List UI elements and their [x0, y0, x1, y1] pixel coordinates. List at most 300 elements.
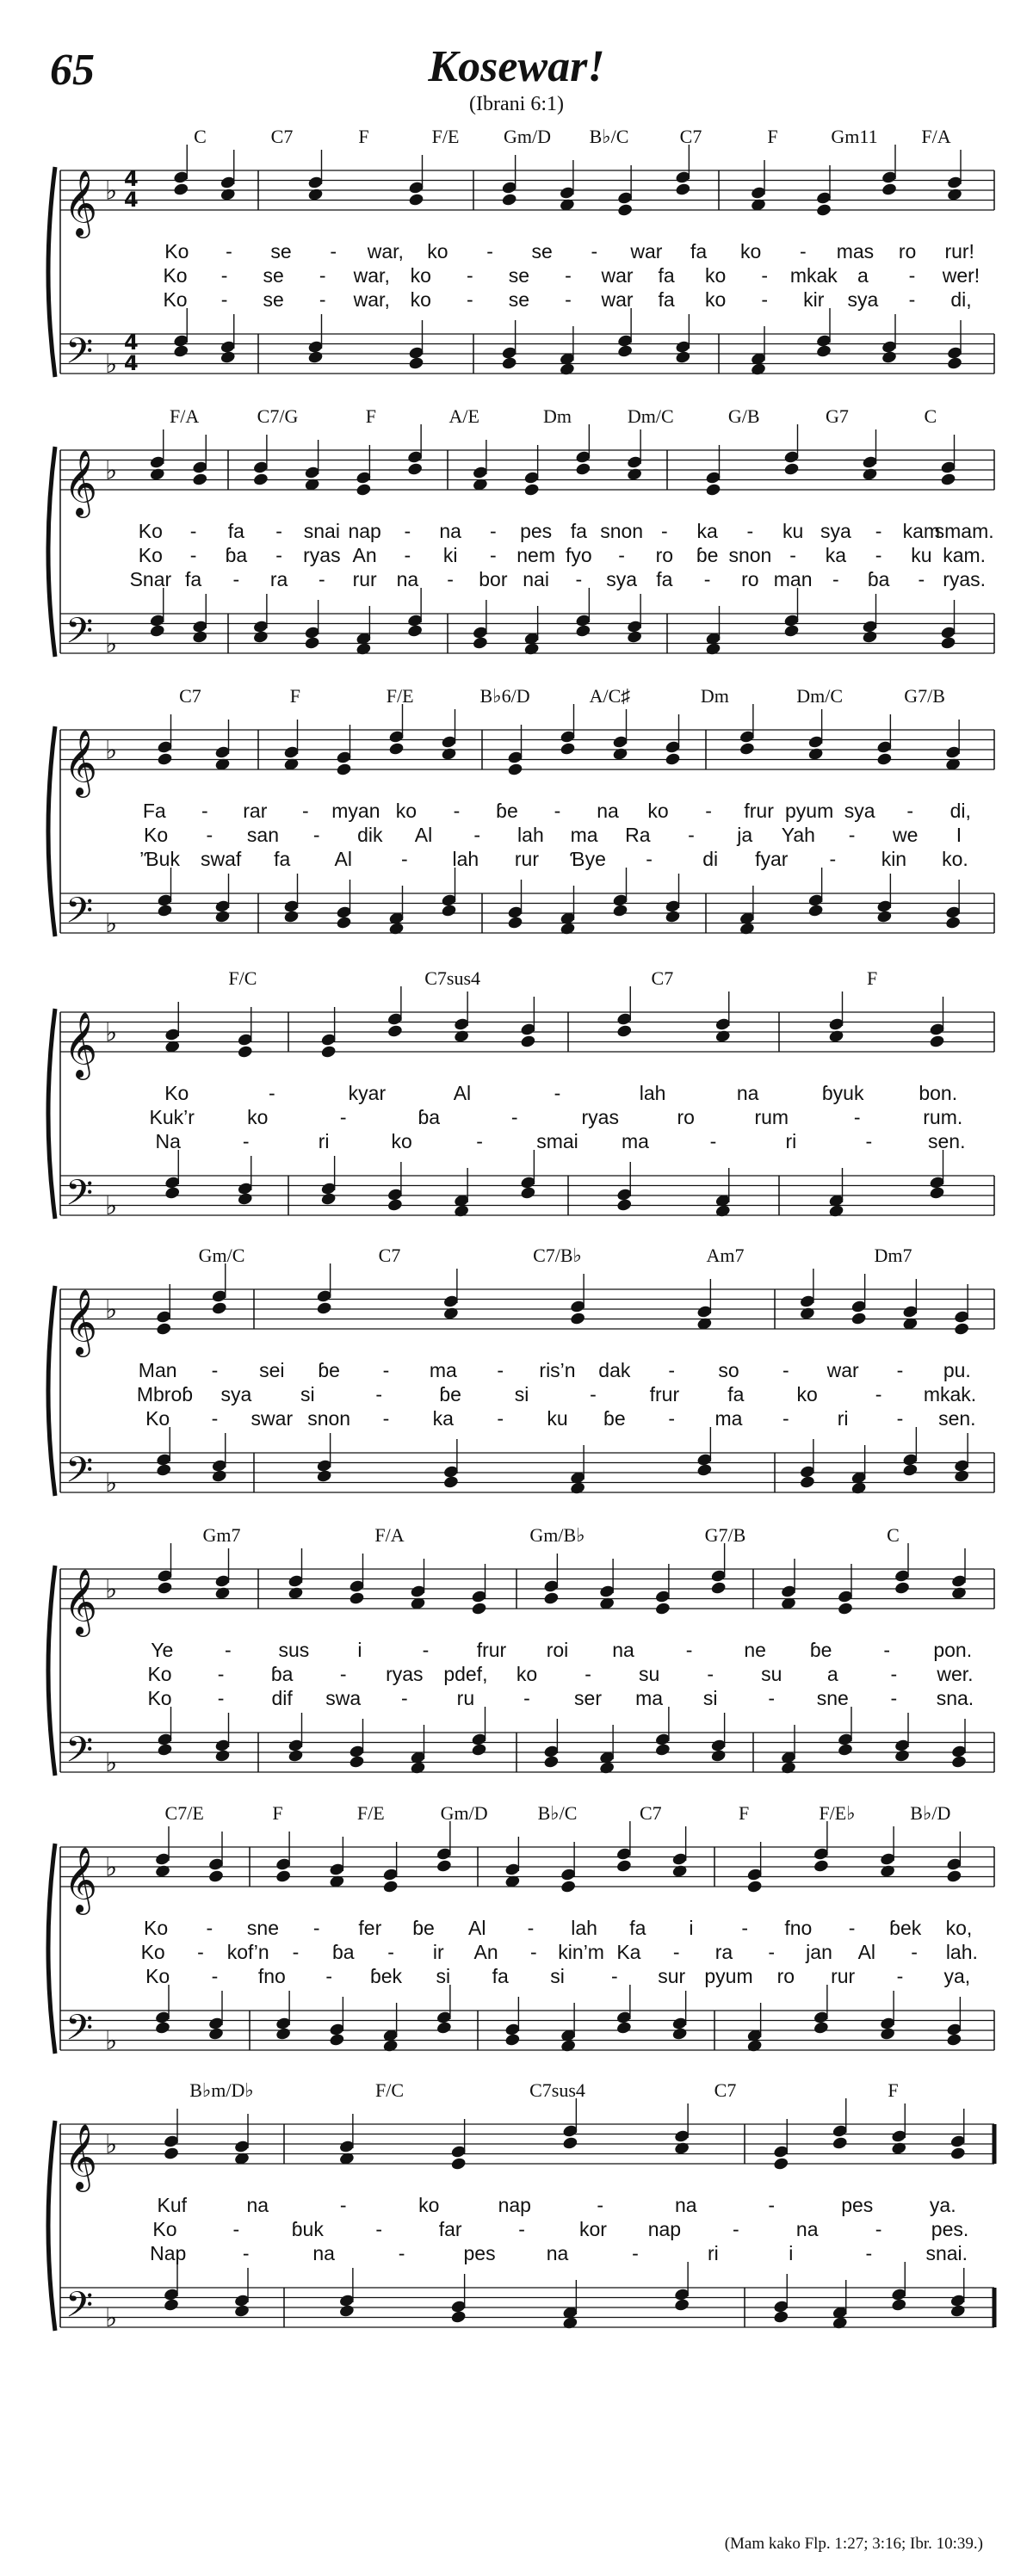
note-head: [560, 1880, 577, 1894]
lyric-syllable: sur: [658, 1965, 686, 1987]
lyric-syllable: -: [590, 1383, 597, 1405]
lyric-syllable: na: [312, 2242, 335, 2264]
lyric-syllable: -: [325, 1965, 333, 1987]
lyric-syllable: -: [661, 520, 668, 542]
lyric-syllable: ko: [796, 1383, 818, 1405]
lyric-syllable: si: [514, 1383, 529, 1405]
lyric-syllable: -: [848, 1917, 856, 1939]
lyric-syllable: ko: [647, 800, 669, 822]
lyric-syllable: sya: [847, 288, 879, 311]
lyric-syllable: sen.: [928, 1130, 966, 1152]
lyric-syllable: ɓuk: [291, 2218, 324, 2240]
key-flat: ♭: [105, 2302, 118, 2333]
lyric-syllable: -: [707, 1663, 714, 1685]
chord-symbol: C7: [179, 685, 201, 707]
lyric-syllable: roi: [546, 1639, 569, 1661]
lyric-syllable: -: [883, 1639, 891, 1661]
lyric-syllable: ma: [635, 1687, 664, 1709]
lyric-syllable: Fa: [142, 800, 166, 822]
note-head: [543, 1755, 560, 1770]
lyric-syllable: sya: [820, 520, 851, 542]
lyric-syllable: kof’n: [226, 1941, 269, 1963]
lyric-syllable: smam.: [934, 520, 994, 542]
chord-symbol: C7: [639, 1802, 662, 1824]
lyric-syllable: kir: [803, 288, 825, 311]
chord-symbol: Dm7: [874, 1245, 912, 1266]
lyric-syllable: Ra: [625, 824, 651, 846]
note-head: [675, 182, 691, 197]
lyric-syllable: ka: [825, 544, 847, 566]
lyric-syllable: sya: [220, 1383, 252, 1405]
lyric-syllable: -: [476, 1130, 483, 1152]
note-head: [163, 2147, 179, 2161]
lyric-syllable: -: [672, 1941, 680, 1963]
lyric-syllable: -: [467, 288, 473, 311]
lyric-syllable: -: [217, 1663, 225, 1685]
note-head: [388, 742, 405, 757]
lyric-syllable: fyo: [566, 544, 592, 566]
note-head: [471, 1602, 487, 1616]
chord-symbol: C7/E: [164, 1802, 204, 1824]
note-head: [387, 1198, 403, 1213]
note-head: [408, 193, 424, 207]
lyric-syllable: pes: [841, 2194, 874, 2216]
music-system: [0, 2079, 1033, 2358]
lyric-syllable: ɓek: [889, 1917, 922, 1939]
lyric-syllable: -: [518, 2218, 525, 2240]
lyric-syllable: Ko: [164, 1082, 189, 1104]
lyric-syllable: -: [575, 568, 583, 590]
note-head: [894, 1581, 910, 1596]
lyric-syllable: Ko: [163, 288, 188, 311]
lyric-syllable: se: [263, 288, 284, 311]
music-system: [0, 405, 1033, 684]
note-head: [783, 624, 800, 639]
lyric-syllable: Ɓye: [570, 848, 606, 870]
note-head: [940, 636, 956, 651]
lyric-syllable: -: [275, 544, 282, 566]
lyric-syllable: -: [220, 264, 228, 287]
lyric-syllable: fa: [227, 520, 244, 542]
lyric-syllable: sya: [844, 800, 875, 822]
lyric-syllable: fer: [358, 1917, 382, 1939]
note-head: [710, 1749, 727, 1764]
lyric-syllable: -: [896, 1965, 904, 1987]
lyric-syllable: nai: [523, 568, 549, 590]
key-flat: ♭: [105, 1017, 118, 1048]
lyric-syllable: fno: [784, 1917, 813, 1939]
lyric-syllable: swa: [325, 1687, 362, 1709]
lyric-syllable: ɓe: [603, 1407, 626, 1430]
lyric-syllable: -: [890, 1663, 898, 1685]
lyric-syllable: -: [853, 1106, 861, 1128]
note-head: [520, 1035, 536, 1049]
note-head: [815, 344, 832, 359]
chord-symbol: G7: [826, 405, 849, 427]
lyric-syllable: -: [761, 288, 769, 311]
chord-symbol: B♭m/D♭: [189, 2079, 254, 2101]
lyric-syllable: se: [531, 240, 553, 263]
lyric-syllable: -: [741, 1917, 748, 1939]
lyric-syllable: -: [782, 1407, 789, 1430]
note-head: [616, 1198, 633, 1213]
lyric-syllable: -: [201, 800, 208, 822]
note-head: [316, 1469, 332, 1484]
note-head: [665, 910, 681, 924]
lyric-syllable: pdef,: [443, 1663, 488, 1685]
lyric-syllable: -: [473, 824, 481, 846]
lyric-syllable: I: [956, 824, 962, 846]
lyric-syllable: na: [546, 2242, 569, 2264]
note-head: [192, 630, 208, 645]
lyric-syllable: Al: [467, 1917, 486, 1939]
lyric-syllable: ko: [740, 240, 762, 263]
lyric-syllable: war: [601, 288, 634, 311]
lyric-syllable: sei: [259, 1359, 285, 1381]
note-head: [946, 2033, 962, 2048]
lyric-syllable: si: [436, 1965, 451, 1987]
note-head: [575, 624, 591, 639]
lyric-syllable: -: [908, 264, 916, 287]
lyric-syllable: ’Ɓuk: [139, 848, 180, 870]
note-head: [813, 1859, 829, 1874]
note-head: [654, 1743, 671, 1757]
note-head: [881, 182, 897, 197]
note-head: [288, 1749, 304, 1764]
lyric-syllable: ro: [677, 1106, 695, 1128]
lyric-syllable: lah: [639, 1082, 666, 1104]
lyric-syllable: di,: [949, 800, 971, 822]
lyric-syllable: pyum: [704, 1965, 753, 1987]
lyric-syllable: -: [404, 520, 411, 542]
lyric-syllable: snai.: [925, 2242, 968, 2264]
lyric-syllable: se: [508, 264, 530, 287]
lyric-syllable: ku: [782, 520, 804, 542]
note-head: [436, 2021, 452, 2035]
note-head: [252, 630, 269, 645]
note-head: [876, 910, 893, 924]
treble-clef: 𝄞: [64, 449, 98, 516]
lyric-syllable: Ko: [145, 1965, 170, 1987]
note-head: [320, 1045, 337, 1059]
chord-symbol: B♭/C: [589, 126, 629, 147]
note-head: [450, 2157, 467, 2171]
note-head: [950, 1755, 967, 1770]
key-flat: ♭: [105, 1574, 118, 1605]
lyric-syllable: -: [339, 1106, 347, 1128]
system-brace: [48, 1566, 55, 1776]
note-head: [560, 742, 576, 757]
lyric-syllable: nap: [348, 520, 381, 542]
lyric-syllable: ri: [318, 1130, 330, 1152]
lyric-syllable: ir: [432, 1941, 444, 1963]
lyric-syllable: Snar: [129, 568, 172, 590]
lyric-syllable: lah: [452, 848, 479, 870]
time-signature: 4: [124, 167, 139, 191]
chord-symbol: F/A: [170, 405, 200, 427]
note-head: [275, 2027, 292, 2042]
time-signature: 4: [124, 330, 139, 355]
key-flat: ♭: [105, 735, 118, 766]
lyric-syllable: Ko: [144, 1917, 169, 1939]
lyric-syllable: swar: [251, 1407, 294, 1430]
note-head: [192, 473, 208, 487]
note-head: [617, 203, 634, 218]
lyric-syllable: -: [497, 1407, 504, 1430]
lyric-syllable: we: [893, 824, 919, 846]
lyric-syllable: Na: [155, 1130, 181, 1152]
lyric-syllable: di,: [950, 288, 972, 311]
note-head: [746, 1880, 763, 1894]
lyric-syllable: Ko: [147, 1663, 172, 1685]
lyric-syllable: -: [292, 1941, 300, 1963]
note-head: [320, 1192, 337, 1207]
bass-clef: 𝄢: [65, 330, 94, 380]
lyric-syllable: pon.: [933, 1639, 973, 1661]
chord-symbol: C7sus4: [424, 967, 481, 989]
note-head: [338, 2304, 355, 2319]
lyric-syllable: -: [197, 1941, 204, 1963]
lyric-syllable: pyum: [785, 800, 834, 822]
note-head: [654, 1602, 671, 1616]
lyric-syllable: -: [865, 1130, 873, 1152]
note-head: [304, 636, 320, 651]
lyric-syllable: Ka: [616, 1941, 641, 1963]
lyric-syllable: -: [339, 2194, 347, 2216]
lyric-syllable: -: [709, 1130, 717, 1152]
lyric-syllable: -: [312, 1917, 320, 1939]
note-head: [336, 763, 352, 777]
lyric-syllable: sna.: [936, 1687, 974, 1709]
lyric-syllable: fa: [185, 568, 202, 590]
lyric-syllable: frur: [649, 1383, 680, 1405]
lyric-syllable: -: [688, 824, 695, 846]
note-head: [382, 1880, 399, 1894]
music-system: [0, 1245, 1033, 1523]
chord-symbol: B♭/C: [537, 1802, 578, 1824]
lyric-syllable: -: [400, 848, 408, 870]
lyric-syllable: ryas: [581, 1106, 619, 1128]
note-head: [349, 1755, 365, 1770]
lyric-syllable: snai: [303, 520, 340, 542]
lyric-syllable: Ko: [152, 2218, 177, 2240]
lyric-syllable: kor: [578, 2218, 607, 2240]
lyric-syllable: ris’n: [539, 1359, 576, 1381]
lyric-syllable: -: [275, 520, 282, 542]
note-head: [283, 910, 300, 924]
note-head: [501, 193, 517, 207]
lyric-syllable: -: [832, 568, 839, 590]
lyric-syllable: rur!: [944, 240, 974, 263]
lyric-syllable: so: [718, 1359, 739, 1381]
lyric-syllable: ri: [837, 1407, 849, 1430]
lyric-syllable: mas: [836, 240, 875, 263]
lyric-syllable: ma: [621, 1130, 649, 1152]
note-head: [504, 2033, 521, 2048]
chord-symbol: F: [867, 967, 878, 989]
lyric-syllable: Ko: [145, 1407, 170, 1430]
chord-symbol: G/B: [727, 405, 760, 427]
chord-symbol: C7: [270, 126, 294, 147]
lyric-syllable: -: [848, 824, 856, 846]
lyric-syllable: ko: [247, 1106, 269, 1128]
note-head: [408, 356, 424, 371]
note-head: [929, 1186, 945, 1201]
note-head: [211, 1469, 227, 1484]
note-head: [949, 2304, 966, 2319]
chord-symbol: C7: [651, 967, 674, 989]
lyric-syllable: pes: [463, 2242, 496, 2264]
lyric-syllable: Man: [138, 1359, 177, 1381]
bass-clef: 𝄢: [65, 1172, 94, 1222]
lyric-syllable: war: [601, 264, 634, 287]
lyric-syllable: smai: [536, 1130, 578, 1152]
hymn-title: Kosewar!: [428, 42, 605, 91]
lyric-syllable: ja: [737, 824, 753, 846]
lyric-syllable: -: [490, 520, 497, 542]
lyric-syllable: far: [438, 2218, 462, 2240]
lyric-syllable: sen.: [938, 1407, 976, 1430]
chord-symbol: A/E: [448, 405, 479, 427]
lyric-syllable: ri: [785, 1130, 797, 1152]
note-head: [675, 350, 691, 365]
note-head: [436, 1859, 452, 1874]
lyric-syllable: Ko: [144, 824, 169, 846]
lyric-syllable: ku: [547, 1407, 568, 1430]
lyric-syllable: -: [330, 240, 337, 263]
lyric-syllable: fa: [629, 1917, 646, 1939]
note-head: [157, 1743, 173, 1757]
system-brace: [48, 167, 55, 377]
lyric-syllable: ka: [432, 1407, 454, 1430]
lyric-syllable: war: [826, 1359, 859, 1381]
note-head: [450, 2310, 467, 2325]
lyric-syllable: fno: [257, 1965, 286, 1987]
lyric-syllable: pu.: [943, 1359, 971, 1381]
note-head: [739, 742, 755, 757]
lyric-syllable: ryas: [303, 544, 341, 566]
key-flat: ♭: [105, 349, 118, 380]
lyric-syllable: ko: [705, 264, 727, 287]
treble-clef: 𝄞: [64, 1011, 98, 1078]
chord-symbol: Gm/D: [440, 1802, 488, 1824]
chord-symbol: Dm/C: [796, 685, 844, 707]
note-head: [520, 1186, 536, 1201]
chord-symbol: C: [194, 126, 207, 147]
note-head: [472, 636, 488, 651]
lyric-syllable: -: [554, 1082, 561, 1104]
lyric-syllable: frur: [744, 800, 774, 822]
lyric-syllable: -: [242, 1130, 250, 1152]
music-system: [0, 1524, 1033, 1803]
note-head: [211, 1301, 227, 1316]
lyric-syllable: -: [668, 1359, 676, 1381]
lyric-syllable: An: [352, 544, 377, 566]
lyric-syllable: se: [270, 240, 292, 263]
lyric-syllable: myan: [331, 800, 380, 822]
lyric-syllable: rur: [352, 568, 377, 590]
lyric-syllable: -: [224, 1639, 232, 1661]
key-flat: ♭: [105, 1747, 118, 1778]
note-head: [894, 1749, 910, 1764]
note-head: [407, 624, 424, 639]
note-head: [929, 1035, 945, 1049]
lyric-syllable: i: [689, 1917, 694, 1939]
chord-symbol: F/C: [228, 967, 257, 989]
chord-symbol: F/E: [431, 126, 460, 147]
lyric-syllable: -: [875, 1383, 882, 1405]
lyric-syllable: ro: [655, 544, 674, 566]
note-head: [507, 763, 523, 777]
note-head: [207, 2027, 224, 2042]
chord-symbol: C7/G: [257, 405, 299, 427]
bass-clef: 𝄢: [65, 610, 94, 660]
lyric-syllable: frur: [476, 1639, 507, 1661]
lyric-syllable: ko: [391, 1130, 412, 1152]
lyric-syllable: ɓa: [418, 1106, 441, 1128]
lyric-syllable: -: [447, 568, 454, 590]
lyric-syllable: ko: [395, 800, 418, 822]
chord-symbol: B♭/D: [910, 1802, 951, 1824]
note-head: [813, 2021, 829, 2035]
lyric-syllable: -: [312, 824, 320, 846]
lyric-syllable: -: [875, 2218, 882, 2240]
note-head: [570, 1312, 586, 1326]
time-signature: 4: [124, 351, 139, 375]
lyric-syllable: rum: [754, 1106, 789, 1128]
system-brace: [48, 1009, 55, 1219]
key-flat: ♭: [105, 628, 118, 659]
lyric-syllable: -: [382, 1359, 390, 1381]
lyric-syllable: war: [630, 240, 663, 263]
lyric-syllable: -: [799, 240, 807, 263]
chord-symbol: F/A: [921, 126, 951, 147]
lyric-syllable: fa: [690, 240, 708, 263]
lyric-syllable: lah: [571, 1917, 597, 1939]
chord-symbol: Gm/D: [504, 126, 551, 147]
time-signature: 4: [124, 188, 139, 212]
lyric-syllable: snon: [600, 520, 644, 542]
chord-symbol: Gm/C: [198, 1245, 245, 1266]
lyric-syllable: nap: [498, 2194, 531, 2216]
lyric-syllable: -: [206, 824, 213, 846]
note-head: [616, 1024, 633, 1039]
lyric-syllable: ko: [705, 288, 727, 311]
note-head: [442, 1475, 459, 1490]
note-head: [237, 1192, 253, 1207]
lyric-syllable: swaf: [200, 848, 242, 870]
lyric-syllable: war,: [353, 288, 390, 311]
note-head: [543, 1591, 560, 1606]
note-head: [237, 1045, 253, 1059]
lyric-syllable: ko: [427, 240, 448, 263]
lyric-syllable: -: [618, 544, 625, 566]
note-head: [441, 904, 457, 918]
bass-clef: 𝄢: [65, 1449, 94, 1499]
lyric-syllable: Ko: [138, 544, 163, 566]
lyric-syllable: na: [597, 800, 619, 822]
bass-clef: 𝄢: [65, 2007, 94, 2057]
lyric-syllable: lah.: [945, 1941, 978, 1963]
lyric-syllable: ko: [418, 2194, 440, 2216]
lyric-syllable: su: [761, 1663, 782, 1685]
lyric-syllable: -: [703, 568, 711, 590]
lyric-syllable: na: [795, 2218, 819, 2240]
lyric-syllable: ro: [741, 568, 759, 590]
bass-clef: 𝄢: [65, 1729, 94, 1779]
lyric-syllable: -: [632, 2242, 639, 2264]
key-flat: ♭: [105, 1852, 118, 1883]
